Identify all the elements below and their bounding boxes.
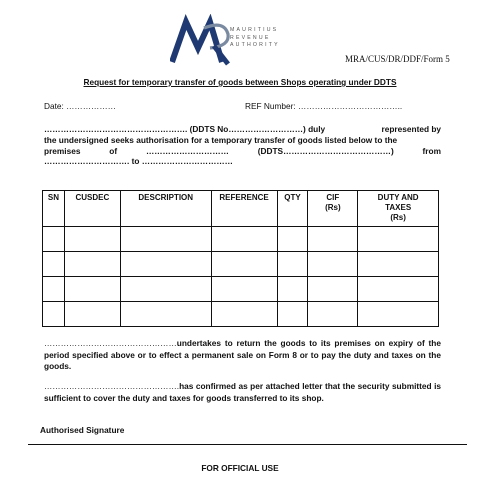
table-cell[interactable] <box>120 302 211 327</box>
request-text: premises <box>44 145 81 156</box>
table-cell[interactable] <box>308 227 358 252</box>
table-cell[interactable] <box>211 227 277 252</box>
table-cell[interactable] <box>64 227 120 252</box>
table-row <box>43 227 439 252</box>
blank-line: …………………………………………. <box>44 381 180 391</box>
authorised-signature-label: Authorised Signature <box>40 425 125 435</box>
undertaking-paragraph <box>44 338 441 373</box>
table-cell[interactable] <box>43 277 65 302</box>
table-cell[interactable] <box>358 302 439 327</box>
security-text: has confirmed as per attached letter that the security submitted is sufficient to cover the duty and taxes for goods transferred to its shop. <box>44 381 441 403</box>
divider <box>28 444 467 445</box>
table-cell[interactable] <box>120 227 211 252</box>
column-header-description: DESCRIPTION <box>120 191 211 227</box>
table-cell[interactable] <box>211 277 277 302</box>
date-field: Date: ……………… <box>44 101 116 111</box>
table-cell[interactable] <box>277 252 308 277</box>
table-cell[interactable] <box>277 277 308 302</box>
request-paragraph <box>44 124 441 167</box>
logo-wordmark <box>230 27 280 50</box>
column-header-reference: REFERENCE <box>211 191 277 227</box>
official-use-label: FOR OFFICIAL USE <box>201 463 279 473</box>
undertaking-text: undertakes to return the goods to its premises on expiry of the period specified above or to effect a permanent sale on Form 8 or to pay the duty and taxes on the goods. <box>44 338 441 372</box>
table-cell[interactable] <box>64 252 120 277</box>
logo-line: AUTHORITY <box>230 42 280 49</box>
table-cell[interactable] <box>43 252 65 277</box>
table-cell[interactable] <box>308 302 358 327</box>
request-text: the undersigned seeks authorisation for a temporary transfer of goods listed below to the <box>44 134 398 145</box>
table-header-row <box>43 191 439 227</box>
table-cell[interactable] <box>43 227 65 252</box>
table-cell[interactable] <box>211 252 277 277</box>
table-cell[interactable] <box>64 277 120 302</box>
logo-line: REVENUE <box>230 34 271 41</box>
table-cell[interactable] <box>120 252 211 277</box>
table-cell[interactable] <box>120 277 211 302</box>
table-row <box>43 252 439 277</box>
request-line-1 <box>44 124 441 135</box>
request-text: …………………………. to …………………………… <box>44 156 233 167</box>
table-cell[interactable] <box>308 277 358 302</box>
request-text: represented by <box>381 124 441 134</box>
column-header-cusdec: CUSDEC <box>64 191 120 227</box>
request-line-3 <box>44 146 441 157</box>
mra-logo <box>170 14 290 70</box>
request-text: of <box>109 145 118 156</box>
security-paragraph <box>44 381 441 404</box>
document-title: Request for temporary transfer of goods between Shops operating under DDTS <box>83 77 397 87</box>
table-row <box>43 277 439 302</box>
column-header-sn: SN <box>43 191 65 227</box>
table-cell[interactable] <box>64 302 120 327</box>
request-text: from <box>422 145 441 156</box>
table-cell[interactable] <box>358 277 439 302</box>
column-header-duty-taxes: DUTY AND TAXES (Rs) <box>358 191 439 227</box>
request-line-2 <box>44 135 441 146</box>
table-cell[interactable] <box>358 252 439 277</box>
table-cell[interactable] <box>277 302 308 327</box>
table-row <box>43 302 439 327</box>
table-cell[interactable] <box>358 227 439 252</box>
request-text: ……………………………………………. (DDTS No………………………) duly <box>44 124 326 134</box>
request-text: (DDTS…………………………………) <box>257 145 394 156</box>
logo-line: MAURITIUS <box>230 27 279 33</box>
ref-number-field: REF Number: ……………………………….. <box>245 101 403 111</box>
table-cell[interactable] <box>277 227 308 252</box>
request-line-4 <box>44 156 441 167</box>
blank-line: ………………………………………… <box>44 338 177 348</box>
request-text: ………………………… <box>145 145 229 156</box>
table-cell[interactable] <box>43 302 65 327</box>
table-cell[interactable] <box>211 302 277 327</box>
column-header-cif: CIF (Rs) <box>308 191 358 227</box>
column-header-qty: QTY <box>277 191 308 227</box>
mra-logo-mark <box>170 14 232 66</box>
form-reference: MRA/CUS/DR/DDF/Form 5 <box>345 54 450 64</box>
goods-table <box>42 190 439 327</box>
table-cell[interactable] <box>308 252 358 277</box>
